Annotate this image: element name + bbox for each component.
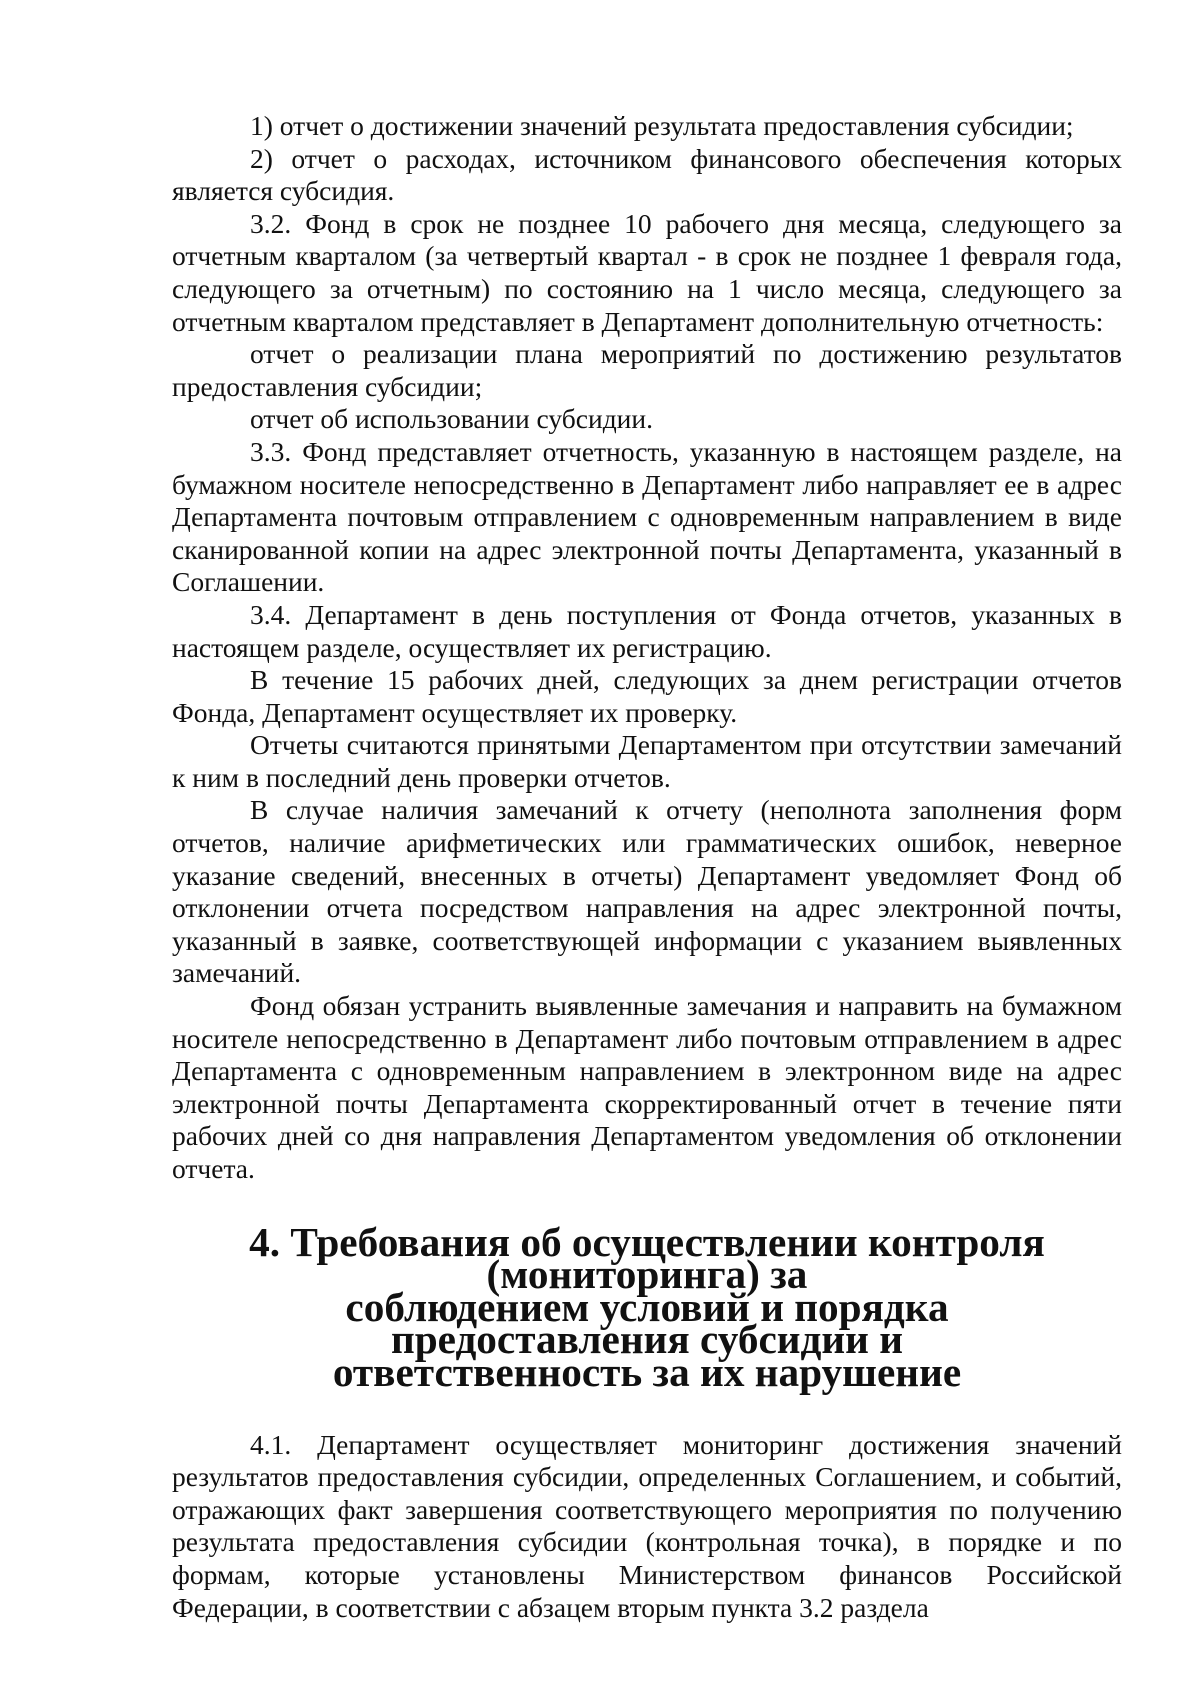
paragraph: 3.4. Департамент в день поступления от Фонда отчетов, указанных в настоящем разделе, осуществляет их регистрацию. — [172, 598, 1122, 663]
section-heading-line: 4. Требования об осуществлении контроля (мониторинга) за — [249, 1218, 1045, 1298]
document-page — [172, 110, 1122, 1624]
paragraph: 1) отчет о достижении значений результата предоставления субсидии; — [250, 110, 1074, 141]
section-heading — [172, 1218, 1122, 1395]
paragraph: В случае наличия замечаний к отчету (неполнота заполнения форм отчетов, наличие арифметических или грамматических ошибок, неверное указание сведений, внесенных в отчеты) Департамент уведомляет Фонд об отклонении отчета посредством направления на адрес электронной почты, указанный в заявке, соответствующей информации с указанием выявленных замечаний. — [172, 794, 1122, 989]
section-heading-line: ответственность за их нарушение — [332, 1348, 962, 1395]
paragraph: 2) отчет о расходах, источником финансового обеспечения которых является субсидия. — [172, 142, 1122, 207]
paragraph: 3.2. Фонд в срок не позднее 10 рабочего дня месяца, следующего за отчетным кварталом (за четвертый квартал - в срок не позднее 1 февраля года, следующего за отчетным) по состоянию на 1 число месяца, следующего за отчетным кварталом представляет в Департамент дополнительную отчетность: — [172, 207, 1122, 337]
paragraph: отчет об использовании субсидии. — [250, 403, 653, 435]
paragraph: Отчеты считаются принятыми Департаментом при отсутствии замечаний к ним в последний день проверки отчетов. — [172, 729, 1122, 793]
paragraph: 3.3. Фонд представляет отчетность, указанную в настоящем разделе, на бумажном носителе непосредственно в Департамент либо направляет ее в адрес Департамента почтовым отправлением с одновременным направлением в виде сканированной копии на адрес электронной почты Департамента, указанный в Соглашении. — [172, 435, 1122, 598]
paragraph: 4.1. Департамент осуществляет мониторинг достижения значений результатов предоставления субсидии, определенных Соглашением, и событий, отражающих факт завершения соответствующего мероприятия по получению результата предоставления субсидии (контрольная точка), в порядке и по формам, которые установлены Министерством финансов Российской Федерации, в соответствии с абзацем вторым пункта 3.2 раздела — [172, 1428, 1122, 1623]
paragraph: отчет о реализации плана мероприятий по достижению результатов предоставления субсидии; — [172, 338, 1122, 402]
paragraph: Фонд обязан устранить выявленные замечания и направить на бумажном носителе непосредственно в Департамент либо почтовым отправлением в адрес Департамента с одновременным направлением в электронном виде на адрес электронной почты Департамента скорректированный отчет в течение пяти рабочих дней со дня направления Департаментом уведомления об отклонении отчета. — [172, 990, 1122, 1184]
paragraph: В течение 15 рабочих дней, следующих за днем регистрации отчетов Фонда, Департамент осуществляет их проверку. — [172, 664, 1122, 728]
section-heading-line: соблюдением условий и порядка предоставления субсидии и — [345, 1283, 949, 1363]
